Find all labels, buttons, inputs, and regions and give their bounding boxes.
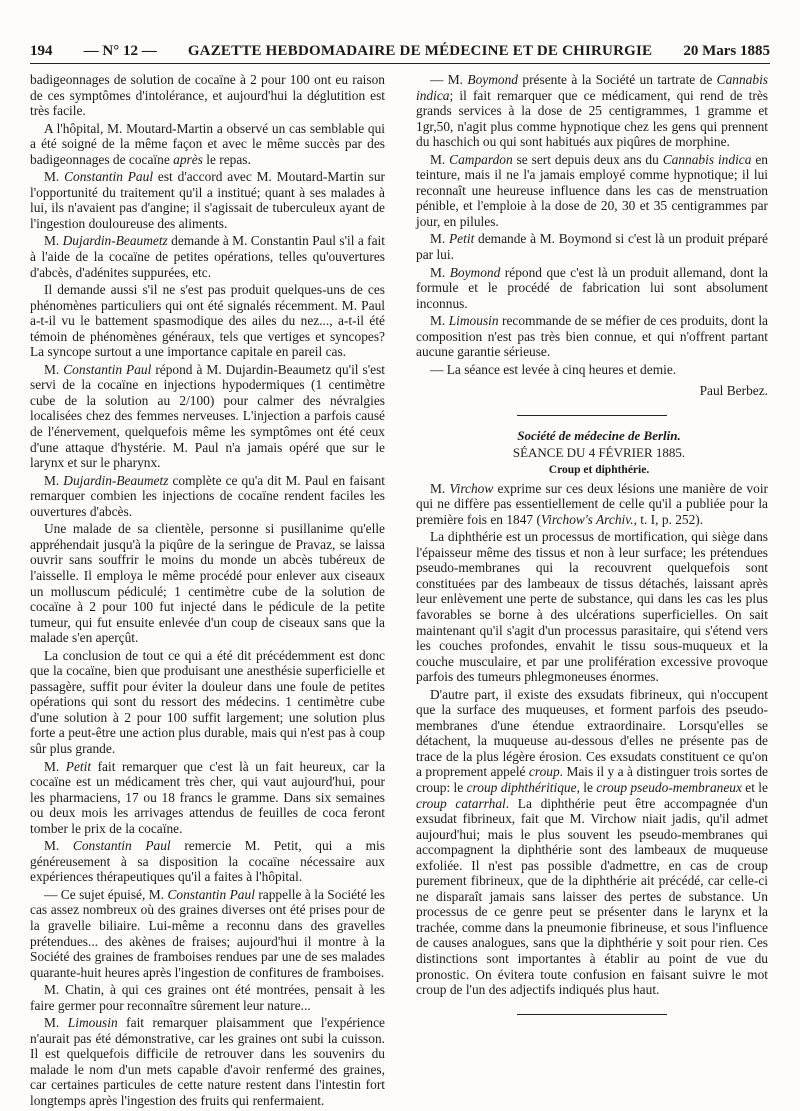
left-column xyxy=(30,72,385,1111)
right-column-top xyxy=(416,72,768,377)
text-run: fait remarquer plaisamment que l'expérience n'aurait pas été démonstrative, car les graines ont subi la cuisson. Il est quelquefois difficile de retrouver dans les souvenirs du malade le nom d'un mets capable d'avoir renfermé des graines, car certaines particules de cette nature restent dans l'intestin fort longtemps après l'ingestion des fruits qui renfermaient. xyxy=(30,1015,385,1108)
text-run: et le xyxy=(741,779,768,795)
paragraph xyxy=(30,362,385,471)
italic-text: croup catarrhal xyxy=(416,795,506,811)
section-subtitle: Croup et diphthérie. xyxy=(548,464,650,477)
paragraph xyxy=(416,231,768,262)
paragraph xyxy=(30,982,385,1013)
italic-text: Limousin xyxy=(67,1015,118,1031)
text-run: se sert depuis deux ans du xyxy=(512,151,663,167)
paragraph xyxy=(416,362,768,378)
text-run: est d'accord avec M. Moutard-Martin sur l'opportunité du traitement qu'il a institué; quant à ses malades à lui, ils n'avaient pas d'angine; il s'agissait de tuberculeux ayant de l'ingestion douloureuse des aliments. xyxy=(30,169,385,231)
text-run: Il demande aussi s'il ne s'est pas produit quelques-uns de ces phénomènes particuliers qui ont été signalés récemment. M. Paul a-t-il vu le battement spasmodique des ailes du nez..., a-t-il été témoin de phénomènes généraux, tels que vertiges et syncopes? La syncope surtout a une importance capitale en pareil cas. xyxy=(30,282,385,360)
italic-text: Virchow's Archiv. xyxy=(540,511,634,527)
text-run: rappelle à la Société les cas assez nombreux où des graines diverses ont été prises pour de la gravelle biliaire. Lui-même a reconnu dans des gravelles prétendues... des akènes de fraises; aujourd'hui il montre à la Société des graines de framboises rendues par une de ses malades quarante-huit heures après l'ingestion de confitures de framboises. xyxy=(30,886,385,980)
text-run: M. xyxy=(430,313,449,329)
right-column-bottom xyxy=(416,481,768,998)
text-run: — Ce sujet épuisé, M. xyxy=(44,886,168,902)
issue-number: — N° 12 — xyxy=(83,43,157,59)
paragraph xyxy=(416,72,768,150)
text-run: M. xyxy=(430,231,449,247)
page-number: 194 xyxy=(30,43,53,59)
paragraph xyxy=(30,473,385,520)
text-run: M. xyxy=(44,233,63,249)
text-run: , le xyxy=(576,779,597,795)
text-run: La conclusion de tout ce qui a été dit précédemment est donc que la cocaïne, bien que produisant une anesthésie superficielle et passagère, suffit pour éviter la douleur dans une foule de petites opérations qui sont du ressort des médecins. 1 centimètre cube d'une solution à 2 pour 100 suffit largement; une solution plus forte a peut-être une action plus durable, mais qui n'est pas à coup sûr plus grande. xyxy=(30,647,385,756)
paragraph xyxy=(30,521,385,645)
journal-title: GAZETTE HEBDOMADAIRE DE MÉDECINE ET DE CHIRURGIE xyxy=(187,43,653,59)
italic-text: Boymond xyxy=(449,264,501,280)
text-run: fait remarquer que c'est là un fait heureux, car la cocaïne est un médicament très cher, qui vaut aujourd'hui, pour les pharmaciens, 17 ou 18 francs le gramme. Dans six semaines ou deux mois les arrivages attendus de feuilles de coca feront tomber le prix de la cocaïne. xyxy=(30,758,386,836)
italic-text: Petit xyxy=(65,758,92,774)
seance-heading: SÉANCE DU 4 FÉVRIER 1885. xyxy=(512,445,686,461)
italic-text: Cannabis indica xyxy=(416,72,768,103)
italic-text: Constantin Paul xyxy=(64,169,154,185)
text-run: en teinture, mais il ne l'a jamais employé comme hypnotique; il lui reconnaît une heureuse influence dans les cas de menstruation pénible, et l'emploie à la dose de 20, 30 et 35 centigrammes par jour, en pilules. xyxy=(416,151,768,229)
text-run: badigeonnages de solution de cocaïne à 2 pour 100 ont eu raison de ces symptômes d'intolérance, et aujourd'hui la déglutition est très facile. xyxy=(30,72,385,119)
paragraph xyxy=(416,313,768,360)
page-header xyxy=(30,38,770,60)
text-run: , t. I, p. 252). xyxy=(633,511,704,527)
italic-text: croup pseudo-membraneux xyxy=(596,779,742,795)
text-run: le repas. xyxy=(202,151,251,167)
author-signature: Paul Berbez. xyxy=(699,383,768,399)
text-run: M. xyxy=(430,151,450,167)
text-run: A l'hôpital, M. Moutard-Martin a observé un cas semblable qui a été soigné de la même façon et avec le même succès par des badigeonnages de cocaïne xyxy=(30,120,385,167)
text-run: M. xyxy=(44,758,66,774)
italic-text: Virchow xyxy=(449,480,494,496)
italic-text: Boymond xyxy=(467,72,518,87)
paragraph xyxy=(30,233,385,280)
paragraph xyxy=(416,265,768,312)
text-run: complète ce qu'a dit M. Paul en faisant remarquer combien les injections de cocaïne rendent faciles les ouvertures d'abcès. xyxy=(30,472,385,519)
paragraph xyxy=(30,648,385,757)
text-run: M. xyxy=(44,169,65,185)
text-run: M. xyxy=(44,361,64,377)
paragraph xyxy=(416,481,768,528)
text-run: présente à la Société un tartrate de xyxy=(518,72,717,87)
text-run: M. xyxy=(430,264,450,280)
text-run: demande à M. Boymond si c'est là un produit préparé par lui. xyxy=(416,231,768,263)
text-run: recommande de se méfier de ces produits, dont la composition n'est pas très bien connue, et qui n'offrent partant aucune garantie sérieuse. xyxy=(416,313,768,360)
text-run: . Mais il y a à distinguer trois sortes de croup: le xyxy=(416,764,768,795)
text-run: exprime sur ces deux lésions une manière de voir qui ne diffère pas essentiellement de celle qu'il a publiée pour la première fois en 1847 ( xyxy=(416,480,768,527)
text-run: demande à M. Constantin Paul s'il a fait à l'aide de la cocaïne de petites opérations, telles qu'ouvertures d'abcès, d'adénites suppurées, etc. xyxy=(30,233,385,280)
italic-text: Constantin Paul xyxy=(167,886,255,902)
text-run: M. xyxy=(44,838,73,854)
paragraph xyxy=(30,282,385,360)
text-run: . La diphthérie peut être accompagnée d'un exsudat fibrineux, fait que M. Virchow niait jadis, qu'il admet aujourd'hui; mais le plus souvent les pseudo-membranes qui accompagnent la diphthérie sont des lambeaux de muqueuse exfoliée. Il n'est pas possible d'admettre, en cas de croup purement fibrineux, que de la diphthérie ait précédé, car celle-ci ne disparaît jamais sans laisser des pertes de substance. Un processus de ce genre peut se présenter dans le larynx et la trachée, comme dans la pneumonie fibrineuse, et sous l'influence de causes analogues, sans que la diphthérie y soit pour rien. Ces distinctions sont importantes à établir au point de vue du pronostic. On évitera toute confusion en faisant suivre le mot croup de l'un des adjectifs indiqués plus haut. xyxy=(416,795,769,998)
italic-text: Cannabis indica xyxy=(662,151,752,167)
paragraph xyxy=(30,838,385,885)
italic-text: Dujardin-Beaumetz xyxy=(63,472,169,488)
paragraph xyxy=(30,121,385,168)
end-rule xyxy=(517,1014,667,1015)
paragraph xyxy=(416,152,768,230)
paragraph xyxy=(30,1015,385,1108)
issue-date: 20 Mars 1885 xyxy=(683,43,770,59)
text-run: D'autre part, il existe des exsudats fibrineux, qui n'occupent que la surface des muqueuses, et forment parfois des pseudo-membranes d'une étendue extraordinaire. Lorsqu'elles se détachent, la muqueuse au-dessous d'elles ne présente pas de trace de la plus légère érosion. Ces exsudats constituent ce qu'on a proprement appelé xyxy=(416,686,768,780)
text-run: répond que c'est là un produit allemand, dont la formule et le procédé de fabrication lui sont absolument inconnus. xyxy=(416,264,768,311)
section-rule xyxy=(517,415,667,416)
text-run: remercie M. Petit, qui a mis généreusement à sa disposition la cocaïne nécessaire aux expériences thérapeutiques qu'il a faites à l'hôpital. xyxy=(30,838,385,885)
text-run: ; il fait remarquer que ce médicament, qui rend de très grands services à la dose de 25 centigrammes, 1 gramme et 1gr,50, n'agit plus comme hypnotique chez les gens qui prennent du haschich ou qui sont habitués aux piqûres de morphine. xyxy=(416,87,768,150)
text-run: Une malade de sa clientèle, personne si pusillanime qu'elle appréhendait jusqu'à la piqûre de la seringue de Pravaz, se laissa ouvrir sans souffrir le moins du monde un abcès tubéreux de l'aisselle. Il employa le même procédé pour enlever aux ciseaux un molluscum pédiculé; 1 centimètre cube de la solution de cocaïne à 2 pour 100 fut injecté dans le pédicule de la petite tumeur, qui fut ensuite enlevée d'un coup de ciseaux sans que la malade s'en aperçût. xyxy=(30,521,385,646)
paragraph xyxy=(416,687,768,998)
text-run: répond à M. Dujardin-Beaumetz qu'il s'est servi de la cocaïne en injections hypodermiques (1 centimètre cube de la solution au 2/100) pour calmer des névralgies localisées chez des femmes nerveuses. L'injection a parfois causé de l'énervement, quelquefois même les symptômes ont été ceux d'une attaque d'hystérie. M. Paul n'a jamais opéré que sur le larynx et sur le pharynx. xyxy=(30,361,386,471)
italic-text: Campardon xyxy=(449,151,513,167)
text-run: — M. xyxy=(430,72,468,87)
text-run: M. Chatin, à qui ces graines ont été montrées, pensait à les faire germer pour reconnaître sûrement leur nature... xyxy=(30,982,385,1013)
paragraph xyxy=(30,759,385,837)
paragraph xyxy=(30,72,385,119)
text-run: M. xyxy=(430,480,450,496)
italic-text: Dujardin-Beaumetz xyxy=(62,233,168,249)
paragraph xyxy=(30,887,385,980)
italic-text: Limousin xyxy=(448,313,499,329)
header-rule xyxy=(30,63,770,64)
italic-text: après xyxy=(173,151,203,167)
paragraph xyxy=(416,529,768,684)
text-run: La diphthérie est un processus de mortification, qui siège dans l'épaisseur même des tissus et non à leur surface; les prétendues pseudo-membranes qui la recouvrent quelquefois sont constituées par des lambeaux de tissus détachés, laissant après leur enlèvement une perte de substance, qui dans les cas les plus favorables se borne à des ulcérations superficielles. On sait maintenant qu'il s'agit d'un processus parasitaire, qui s'étend vers les couches profondes, envahit le tissu sous-muqueux et la couche musculaire, et par une prolifération excessive provoque parfois des tumeurs phlegmoneuses énormes. xyxy=(416,529,768,685)
text-run: — La séance est levée à cinq heures et demie. xyxy=(430,361,677,377)
text-run: M. xyxy=(44,472,64,488)
society-heading: Société de médecine de Berlin. xyxy=(517,427,681,443)
italic-text: croup xyxy=(528,764,560,780)
right-column xyxy=(416,72,768,1015)
italic-text: Constantin Paul xyxy=(63,361,152,377)
italic-text: Constantin Paul xyxy=(72,838,171,854)
text-run: M. xyxy=(44,1015,68,1031)
italic-text: croup diphthéritique xyxy=(466,779,577,795)
paragraph xyxy=(30,169,385,231)
italic-text: Petit xyxy=(449,231,475,247)
